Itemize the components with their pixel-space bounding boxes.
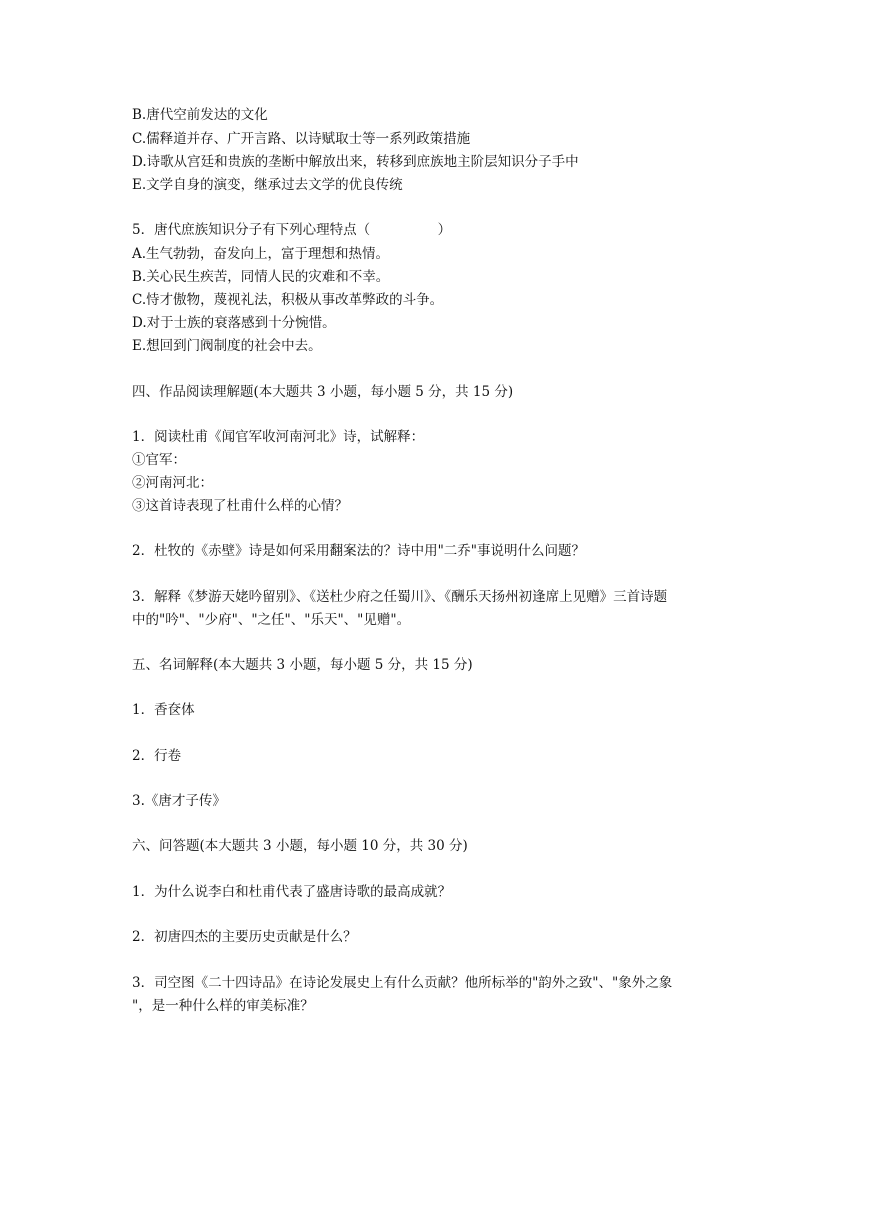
q4-option-d: D.诗歌从宫廷和贵族的垄断中解放出来，转移到庶族地主阶层知识分子手中 — [132, 154, 579, 170]
section5-item1: 1．香奁体 — [132, 702, 195, 718]
section6-q2: 2．初唐四杰的主要历史贡献是什么？ — [132, 929, 357, 945]
section4-q2: 2．杜牧的《赤壁》诗是如何采用翻案法的？诗中用"二乔"事说明什么问题？ — [132, 543, 586, 559]
section4-q1-item1: ①官军： — [132, 452, 186, 468]
section6-q3-line1: 3．司空图《二十四诗品》在诗论发展史上有什么贡献？他所标举的"韵外之致"、"象外之象 — [132, 975, 673, 991]
q4-option-e: E.文学自身的演变，继承过去文学的优良传统 — [132, 177, 403, 193]
q5-option-e: E.想回到门阀制度的社会中去。 — [132, 338, 322, 354]
q5-option-a: A.生气勃勃，奋发向上，富于理想和热情。 — [132, 246, 390, 262]
section5-item3: 3.《唐才子传》 — [132, 793, 226, 809]
section6-heading: 六、问答题(本大题共 3 小题，每小题 10 分，共 30 分) — [132, 838, 468, 854]
section4-q1-item3: ③这首诗表现了杜甫什么样的心情？ — [132, 498, 348, 514]
section4-q1-item2: ②河南河北： — [132, 475, 213, 491]
q5-option-d: D.对于士族的衰落感到十分惋惜。 — [132, 315, 336, 331]
section4-q1-stem: 1．阅读杜甫《闻官军收河南河北》诗，试解释： — [132, 429, 425, 445]
section5-heading: 五、名词解释(本大题共 3 小题，每小题 5 分，共 15 分) — [132, 657, 473, 673]
section4-q3-line2: 中的"吟"、"少府"、"之任"、"乐天"、"见赠"。 — [132, 612, 411, 628]
section6-q3-line2: "，是一种什么样的审美标准？ — [132, 998, 314, 1014]
section4-heading: 四、作品阅读理解题(本大题共 3 小题，每小题 5 分，共 15 分) — [132, 384, 514, 400]
section4-q3-line1: 3．解释《梦游天姥吟留别》、《送杜少府之任蜀川》、《酬乐天扬州初逢席上见赠》三首诗题 — [132, 589, 668, 605]
q5-option-c: C.恃才傲物，蔑视礼法，积极从事改革弊政的斗争。 — [132, 292, 444, 308]
section5-item2: 2．行卷 — [132, 748, 182, 764]
q5-option-b: B.关心民生疾苦，同情人民的灾难和不幸。 — [132, 269, 390, 285]
q4-option-b: B.唐代空前发达的文化 — [132, 107, 268, 123]
q4-option-c: C.儒释道并存、广开言路、以诗赋取士等一系列政策措施 — [132, 131, 471, 147]
section6-q1: 1．为什么说李白和杜甫代表了盛唐诗歌的最高成就？ — [132, 884, 452, 900]
q5-stem: 5．唐代庶族知识分子有下列心理特点（ ） — [132, 222, 452, 238]
